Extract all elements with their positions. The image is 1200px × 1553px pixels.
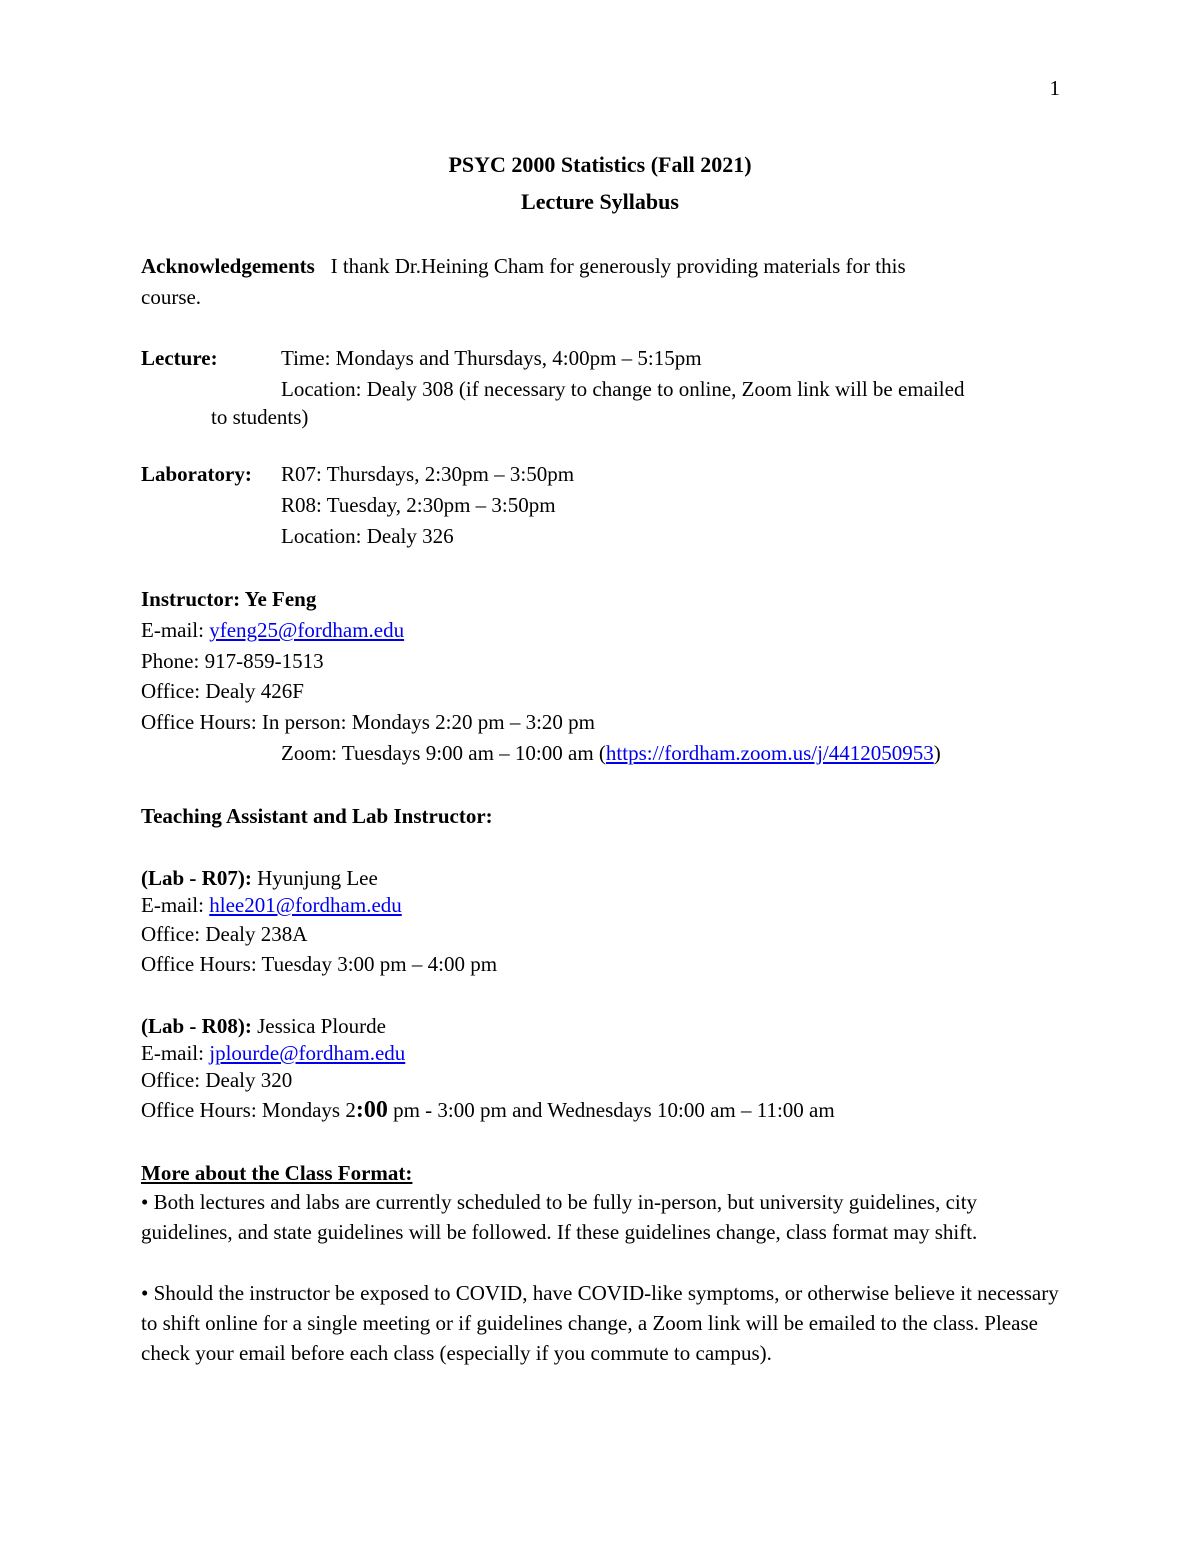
lecture-time: Time: Mondays and Thursdays, 4:00pm – 5:15pm <box>281 346 702 370</box>
ta-r07-email-line <box>141 891 402 919</box>
ta-r08-hours-a: Office Hours: Mondays 2 <box>141 1098 356 1122</box>
lecture-location-cont: to students) <box>211 405 309 429</box>
acknowledgements-label: Acknowledgements <box>141 254 315 278</box>
acknowledgements-line <box>141 252 906 280</box>
ta-heading: Teaching Assistant and Lab Instructor: <box>141 804 493 828</box>
acknowledgements-text: I thank Dr.Heining Cham for generously providing materials for this <box>330 254 906 278</box>
lecture-location: Location: Dealy 308 (if necessary to change to online, Zoom link will be emailed <box>281 377 965 401</box>
acknowledgements-line-2: course. <box>141 285 202 309</box>
ta-r08-email-line <box>141 1039 405 1067</box>
zoom-suffix: ) <box>933 741 941 765</box>
lab-location: Location: Dealy 326 <box>281 524 454 548</box>
ta-r08-email-label: E-mail: <box>141 1041 210 1065</box>
class-format-heading: More about the Class Format: <box>141 1161 413 1185</box>
lab-r08-time: R08: Tuesday, 2:30pm – 3:50pm <box>281 493 556 517</box>
instructor-zoom-line <box>281 739 941 767</box>
instructor-email-label: E-mail: <box>141 618 210 642</box>
instructor-heading: Instructor: Ye Feng <box>141 587 317 611</box>
class-format-bullet-1: • Both lectures and labs are currently scheduled to be fully in-person, but university guidelines, city guidelines, and state guidelines will be followed. If these guidelines change, class format may shift. <box>141 1190 978 1244</box>
lab-r07-time: R07: Thursdays, 2:30pm – 3:50pm <box>281 462 575 486</box>
ta-r07-email-label: E-mail: <box>141 893 210 917</box>
ta-r08-label: (Lab - R08): <box>141 1014 252 1038</box>
ta-r07-line <box>141 864 378 892</box>
ta-r08-hours-b: pm - 3:00 pm and Wednesdays 10:00 am – 11:00 am <box>387 1098 835 1122</box>
page-number: 1 <box>1049 76 1060 100</box>
lecture-label: Lecture: <box>141 346 218 370</box>
instructor-email-line <box>141 616 404 644</box>
ta-r08-office: Office: Dealy 320 <box>141 1068 293 1092</box>
title-block <box>0 146 1200 220</box>
document-title: PSYC 2000 Statistics (Fall 2021) <box>448 152 752 177</box>
ta-r08-name: Jessica Plourde <box>251 1014 386 1038</box>
ta-r07-name: Hyunjung Lee <box>251 866 378 890</box>
ta-r07-office: Office: Dealy 238A <box>141 922 308 946</box>
document-subtitle: Lecture Syllabus <box>521 189 679 214</box>
ta-r08-email-link[interactable]: jplourde@fordham.edu <box>209 1041 406 1065</box>
instructor-office-hours: Office Hours: In person: Mondays 2:20 pm – 3:20 pm <box>141 710 595 734</box>
instructor-office: Office: Dealy 426F <box>141 679 304 703</box>
ta-r08-hours-emphasis: :00 <box>355 1097 388 1123</box>
ta-r07-label: (Lab - R07): <box>141 866 252 890</box>
laboratory-label: Laboratory: <box>141 462 252 486</box>
ta-r07-office-hours: Office Hours: Tuesday 3:00 pm – 4:00 pm <box>141 952 498 976</box>
class-format-bullet-2: • Should the instructor be exposed to COVID, have COVID-like symptoms, or otherwise believe it necessary to shift online for a single meeting or if guidelines change, a Zoom link will be emailed to the class. Please check your email before each class (especially if you commute to campus). <box>141 1281 1059 1365</box>
ta-r07-email-link[interactable]: hlee201@fordham.edu <box>209 893 402 917</box>
instructor-email-link[interactable]: yfeng25@fordham.edu <box>209 618 405 642</box>
ta-r08-office-hours <box>141 1096 835 1124</box>
ta-r08-line <box>141 1012 386 1040</box>
instructor-phone: Phone: 917-859-1513 <box>141 649 324 673</box>
zoom-link[interactable]: https://fordham.zoom.us/j/4412050953 <box>605 741 934 765</box>
zoom-prefix: Zoom: Tuesdays 9:00 am – 10:00 am ( <box>281 741 606 765</box>
